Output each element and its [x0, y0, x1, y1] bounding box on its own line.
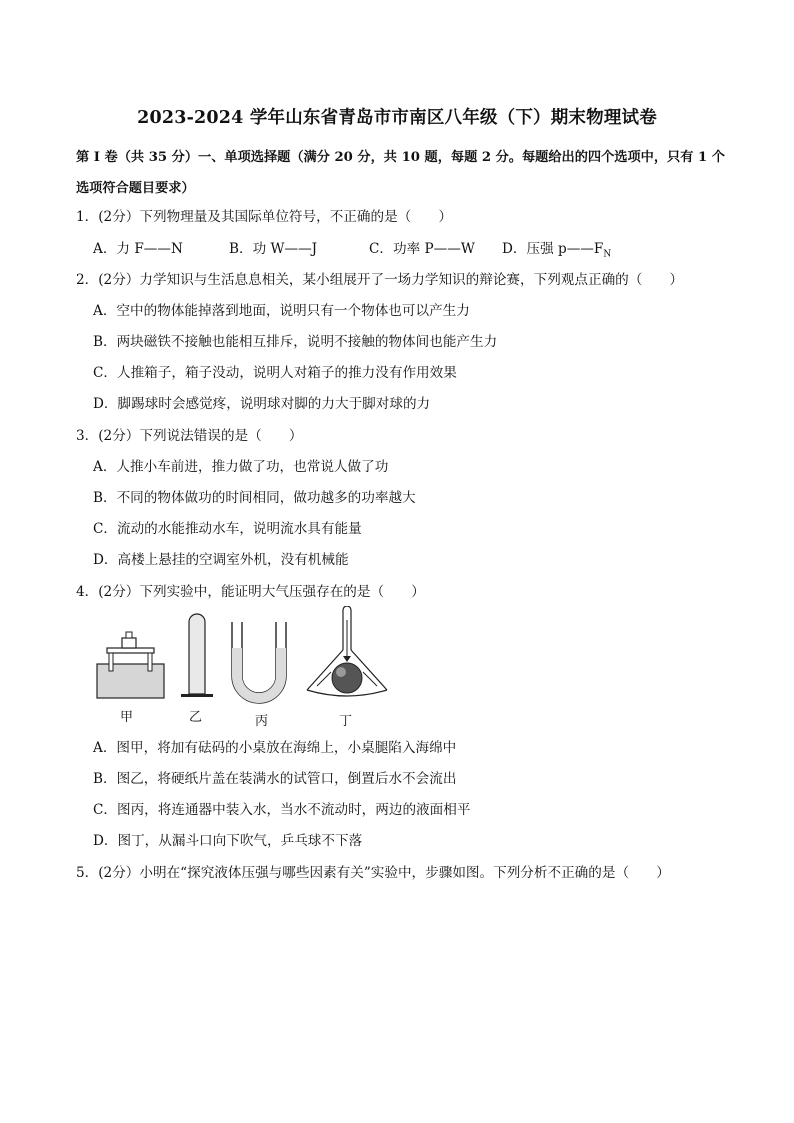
- question-1-option-b: B．功 W——J: [229, 241, 318, 257]
- question-2-stem: 2．(2分）力学知识与生活息息相关，某小组展开了一场力学知识的辩论赛，下列观点正确的（ ）: [76, 272, 684, 288]
- question-4-figure: [95, 606, 395, 731]
- question-1-stem: 1．(2分）下列物理量及其国际单位符号，不正确的是（ ）: [76, 209, 453, 225]
- question-3-option-d: D．高楼上悬挂的空调室外机，没有机械能: [93, 552, 349, 568]
- question-1-option-d: D．压强 $p——F_N$: [502, 241, 612, 260]
- question-1-option-c: C．功率 P——W: [369, 241, 475, 257]
- question-2-option-b: B．两块磁铁不接触也能相互排斥，说明不接触的物体间也能产生力: [93, 334, 498, 350]
- question-3-option-c: C．流动的水能推动水车，说明流水具有能量: [93, 521, 362, 537]
- page-title: 2023-2024 学年山东省青岛市市南区八年级（下）期末物理试卷: [137, 108, 657, 128]
- question-5-stem: 5．(2分）小明在“探究液体压强与哪些因素有关”实验中，步骤如图。下列分析不正确的是（ ）: [76, 865, 670, 881]
- question-4-option-c: C．图丙，将连通器中装入水，当水不流动时，两边的液面相平: [93, 802, 471, 818]
- question-1-option-a: A．力 F——N: [93, 241, 183, 257]
- question-4-option-d: D．图丁，从漏斗口向下吹气，乒乓球不下落: [93, 833, 363, 849]
- figure-ding-funnel-ball: [307, 606, 387, 696]
- figure-label-yi: 乙: [189, 710, 203, 725]
- question-3-option-a: A．人推小车前进，推力做了功，也常说人做了功: [93, 459, 389, 475]
- section-instructions: 第 I 卷（共 35 分）一、单项选择题（满分 20 分，共 10 题，每题 2 分。每题给出的四个选项中，只有 1 个选项符合题目要求）: [76, 150, 725, 196]
- question-4-stem: 4．(2分）下列实验中，能证明大气压强存在的是（ ）: [76, 584, 425, 600]
- figure-label-jia: 甲: [120, 710, 134, 725]
- question-2-option-d: D．脚踢球时会感觉疼，说明球对脚的力大于脚对球的力: [93, 396, 431, 412]
- question-2-option-a: A．空中的物体能掉落到地面，说明只有一个物体也可以产生力: [93, 303, 470, 319]
- experiment-diagrams: [95, 606, 395, 711]
- question-3-stem: 3．(2分）下列说法错误的是（ ）: [76, 428, 303, 444]
- figure-label-ding: 丁: [339, 714, 353, 729]
- figure-bing-u-tube: [232, 622, 286, 703]
- figure-jia-sponge-table: [97, 632, 164, 698]
- question-4-option-a: A．图甲，将加有砝码的小桌放在海绵上，小桌腿陷入海绵中: [93, 740, 457, 756]
- question-4-option-b: B．图乙，将硬纸片盖在装满水的试管口，倒置后水不会流出: [93, 771, 457, 787]
- figure-label-bing: 丙: [255, 714, 269, 729]
- question-3-option-b: B．不同的物体做功的时间相同，做功越多的功率越大: [93, 490, 416, 506]
- question-2-option-c: C．人推箱子，箱子没动，说明人对箱子的推力没有作用效果: [93, 365, 457, 381]
- figure-yi-test-tube: [181, 614, 213, 697]
